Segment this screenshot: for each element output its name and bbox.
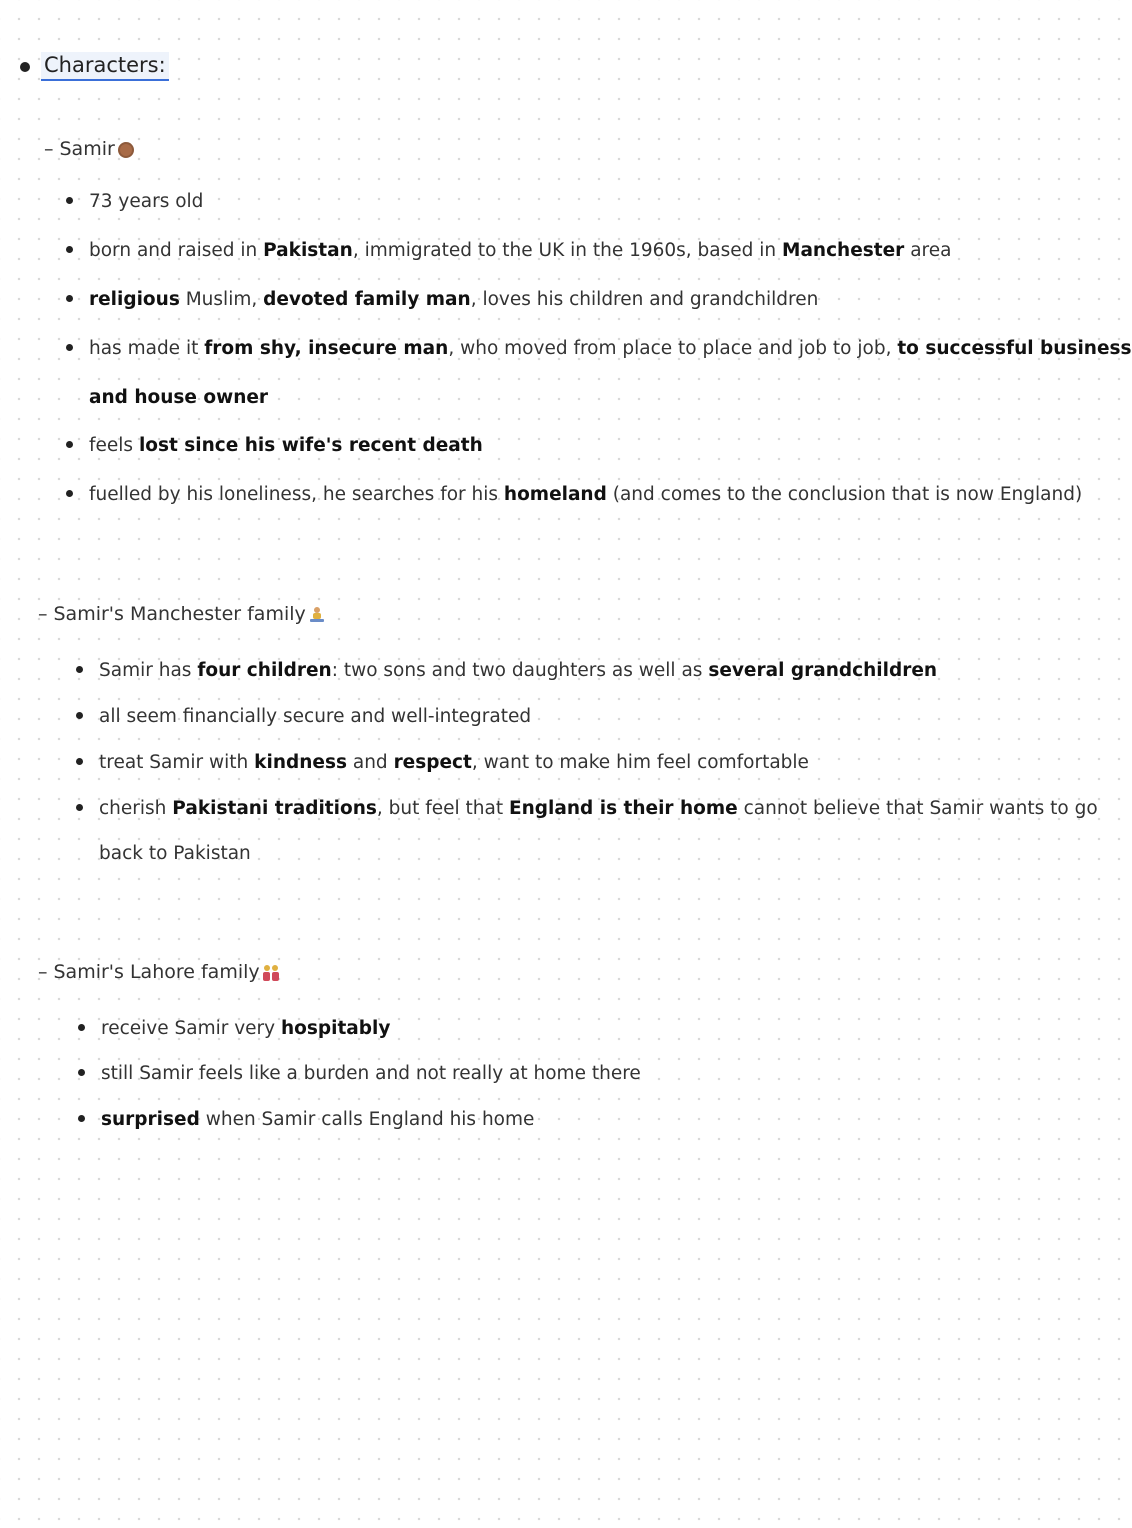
bold-phrase: hospitably <box>280 1018 391 1039</box>
bullet-dot <box>76 804 83 811</box>
text-phrase: feels <box>89 435 139 456</box>
heading-bullet <box>20 62 30 72</box>
bold-phrase: Pakistan <box>263 240 353 261</box>
bullet-dot <box>78 1115 85 1122</box>
bullet-dot <box>76 712 83 719</box>
bullet-dot <box>66 246 73 253</box>
text-phrase: still Samir feels like a burden and not really at home there <box>101 1063 641 1084</box>
text-phrase: Samir has <box>99 660 198 681</box>
text-phrase: receive Samir very <box>101 1018 281 1039</box>
text-phrase: , immigrated to the UK in the 1960s, based in <box>352 240 783 261</box>
text-phrase: cannot believe that Samir wants to go <box>737 798 1098 819</box>
bold-phrase: surprised <box>101 1109 200 1130</box>
text-phrase: Muslim, <box>179 289 264 310</box>
samir-item-2 <box>66 288 818 312</box>
bold-phrase: to successful business <box>897 338 1132 359</box>
text-phrase: (and comes to the conclusion that is now England) <box>606 484 1083 505</box>
family-emoji-icon <box>262 964 280 982</box>
bold-phrase: several grandchildren <box>708 660 938 681</box>
text-phrase: born and raised in <box>89 240 264 261</box>
bold-phrase: homeland <box>503 484 607 505</box>
text-phrase: 73 years old <box>89 191 204 212</box>
lahore-item-2 <box>78 1108 534 1132</box>
bold-phrase: from shy, insecure man <box>204 338 449 359</box>
text-phrase: , who moved from place to place and job to job, <box>448 338 898 359</box>
bullet-dot <box>66 344 73 351</box>
samir-item-0 <box>66 190 203 214</box>
bullet-dot <box>78 1069 85 1076</box>
samir-item-1 <box>66 239 951 263</box>
text-phrase: , loves his children and grandchildren <box>470 289 819 310</box>
samir-item-5 <box>66 434 483 458</box>
bold-phrase: kindness <box>254 752 347 773</box>
bullet-dot <box>76 758 83 765</box>
bullet-dot <box>76 666 83 673</box>
text-phrase: has made it <box>89 338 205 359</box>
text-phrase: , want to make him feel comfortable <box>471 752 809 773</box>
characters-heading <box>20 52 169 81</box>
bullet-dot <box>66 197 73 204</box>
manchester-item-0 <box>76 659 937 683</box>
bold-phrase: lost since his wife's recent death <box>138 435 483 456</box>
bullet-dot <box>78 1024 85 1031</box>
bold-phrase: Manchester <box>782 240 905 261</box>
manchester-item-1 <box>76 705 531 729</box>
manchester-item-2 <box>76 751 809 775</box>
bold-phrase: Pakistani traditions <box>172 798 377 819</box>
bold-phrase: religious <box>89 289 180 310</box>
bold-phrase: and house owner <box>89 387 269 408</box>
bold-phrase: England is their home <box>509 798 738 819</box>
text-phrase: back to Pakistan <box>99 843 251 864</box>
text-phrase: and <box>346 752 394 773</box>
bullet-dot <box>66 441 73 448</box>
samir-item-4 <box>89 386 268 410</box>
family-emoji-icon <box>308 606 326 624</box>
samir-item-6 <box>66 483 1082 507</box>
text-phrase: area <box>904 240 952 261</box>
samir-item-3 <box>66 337 1132 361</box>
bullet-dot <box>66 295 73 302</box>
section-title-manchester-family: – Samir's Manchester family <box>38 603 326 625</box>
bullet-dot <box>66 490 73 497</box>
text-phrase: treat Samir with <box>99 752 255 773</box>
text-phrase: fuelled by his loneliness, he searches for his <box>89 484 504 505</box>
person-emoji-icon <box>117 141 135 159</box>
manchester-item-3 <box>76 797 1098 821</box>
text-phrase: cherish <box>99 798 173 819</box>
text-phrase: , but feel that <box>376 798 509 819</box>
text-phrase: all seem financially secure and well-integrated <box>99 706 532 727</box>
text-phrase: : two sons and two daughters as well as <box>331 660 709 681</box>
text-phrase: when Samir calls England his home <box>199 1109 535 1130</box>
lahore-item-1 <box>78 1062 641 1086</box>
heading-text: Characters: <box>41 52 169 81</box>
lahore-item-0 <box>78 1017 390 1041</box>
bold-phrase: respect <box>393 752 472 773</box>
manchester-item-4 <box>99 842 251 866</box>
bold-phrase: four children <box>197 660 332 681</box>
section-title-lahore-family: – Samir's Lahore family <box>38 961 280 983</box>
section-title-samir: – Samir <box>44 138 135 160</box>
bold-phrase: devoted family man <box>263 289 471 310</box>
